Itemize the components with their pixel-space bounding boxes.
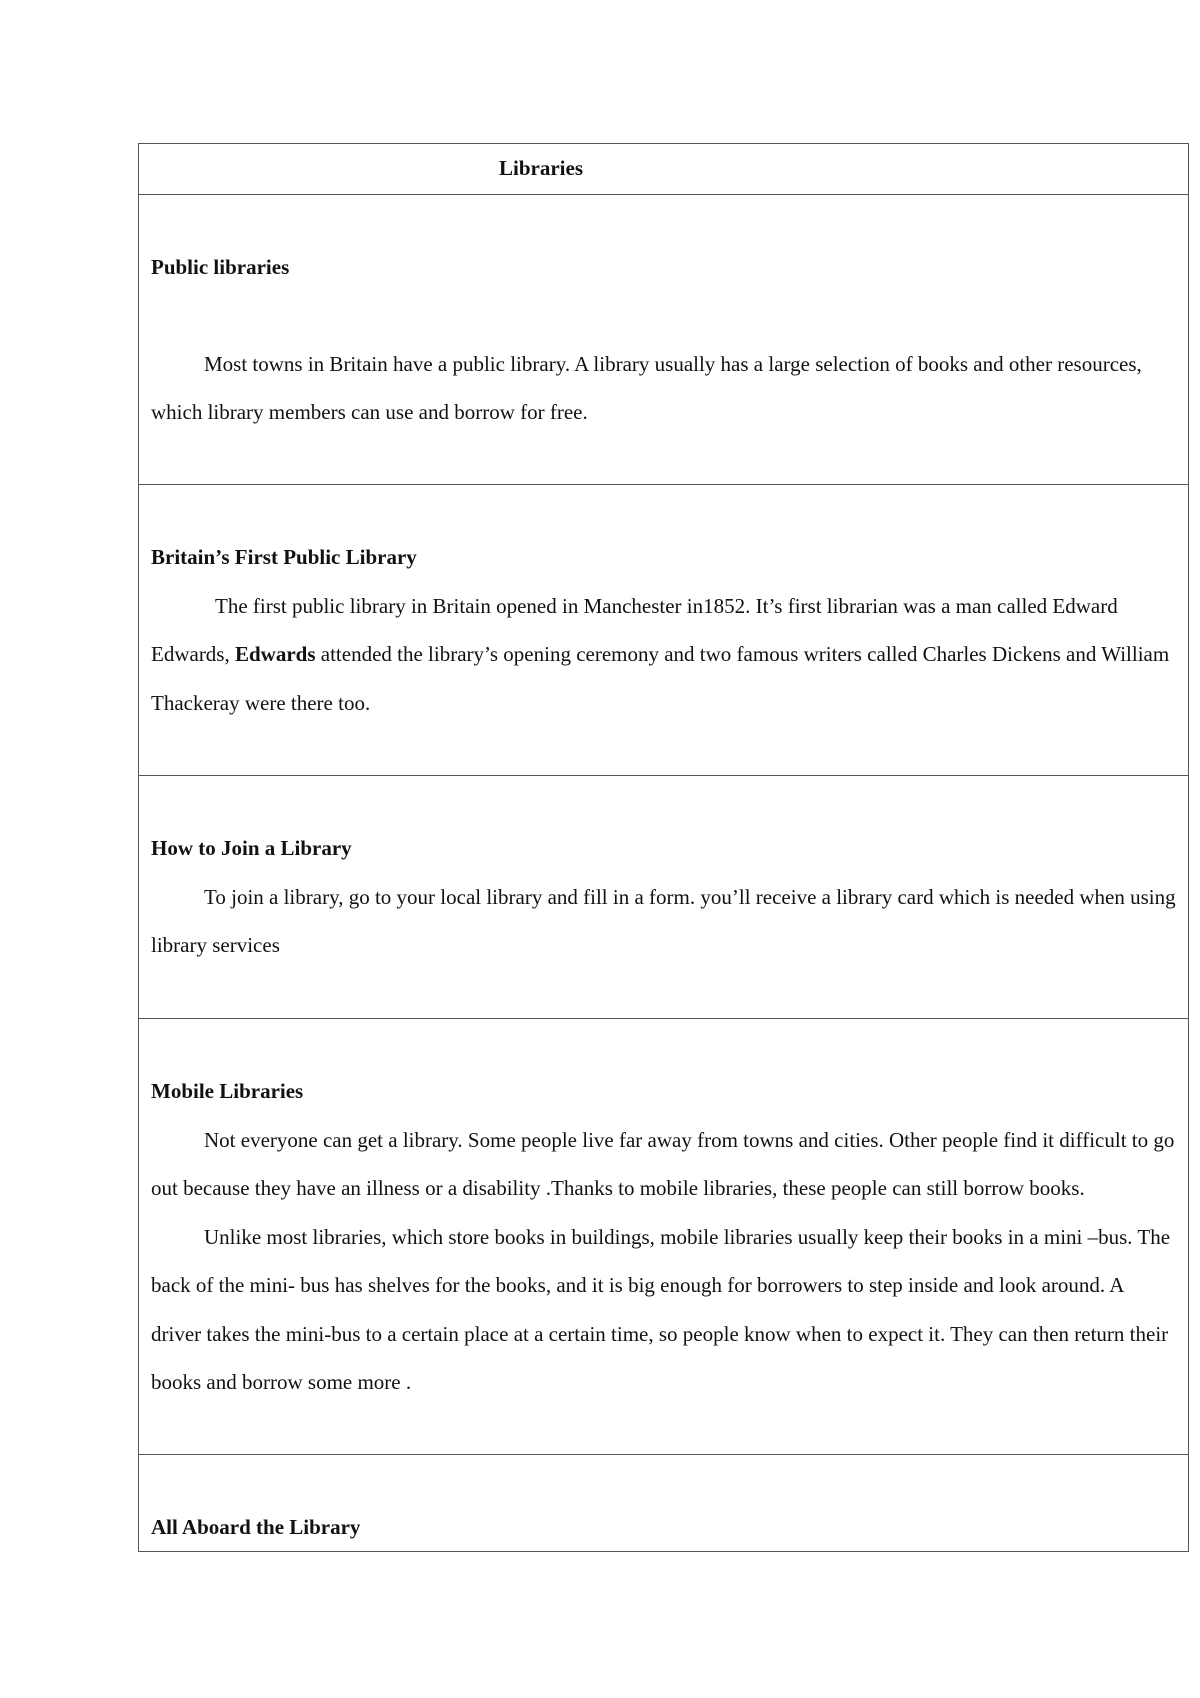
section-heading: All Aboard the Library — [151, 1515, 361, 1539]
section-paragraph: To join a library, go to your local library and fill in a form. you’ll receive a library card which is needed when using library services — [151, 884, 1176, 957]
section-heading: Public libraries — [151, 255, 290, 279]
section-heading: How to Join a Library — [151, 836, 352, 860]
section-all-aboard — [139, 1454, 1188, 1551]
section-heading: Mobile Libraries — [151, 1079, 304, 1103]
section-paragraph: Unlike most libraries, which store books in buildings, mobile libraries usually keep their books in a mini –bus. The back of the mini- bus has shelves for the books, and it is big enough for borrowers to step inside and look around. A driver takes the mini-bus to a certain place at a certain time, so people know when to expect it. They can then return their books and borrow some more . — [151, 1224, 1171, 1394]
document-table — [138, 143, 1189, 1552]
section-join-library — [139, 775, 1188, 1018]
section-heading: Britain’s First Public Library — [151, 545, 417, 569]
section-mobile-libraries — [139, 1018, 1188, 1454]
section-first-public-library — [139, 484, 1188, 775]
title-row — [139, 144, 1188, 194]
document-title: Libraries — [499, 156, 583, 180]
section-paragraph: Most towns in Britain have a public library. A library usually has a large selection of books and other resources, which library members can use and borrow for free. — [151, 351, 1142, 424]
paragraph-text: The first public library in Britain opened in Manchester in1852. It’s first librarian was a man called Edward Edwards, — [151, 593, 1118, 666]
section-paragraph — [151, 582, 1176, 728]
section-paragraph: Not everyone can get a library. Some people live far away from towns and cities. Other people find it difficult to go out because they have an illness or a disability .Thanks to mobile libraries, these people can still borrow books. — [151, 1127, 1175, 1200]
paragraph-bold-text: Edwards — [234, 642, 316, 666]
section-public-libraries — [139, 194, 1188, 484]
paragraph-text: attended the library’s opening ceremony and two famous writers called Charles Dickens and William Thackeray were there too. — [151, 642, 1170, 715]
